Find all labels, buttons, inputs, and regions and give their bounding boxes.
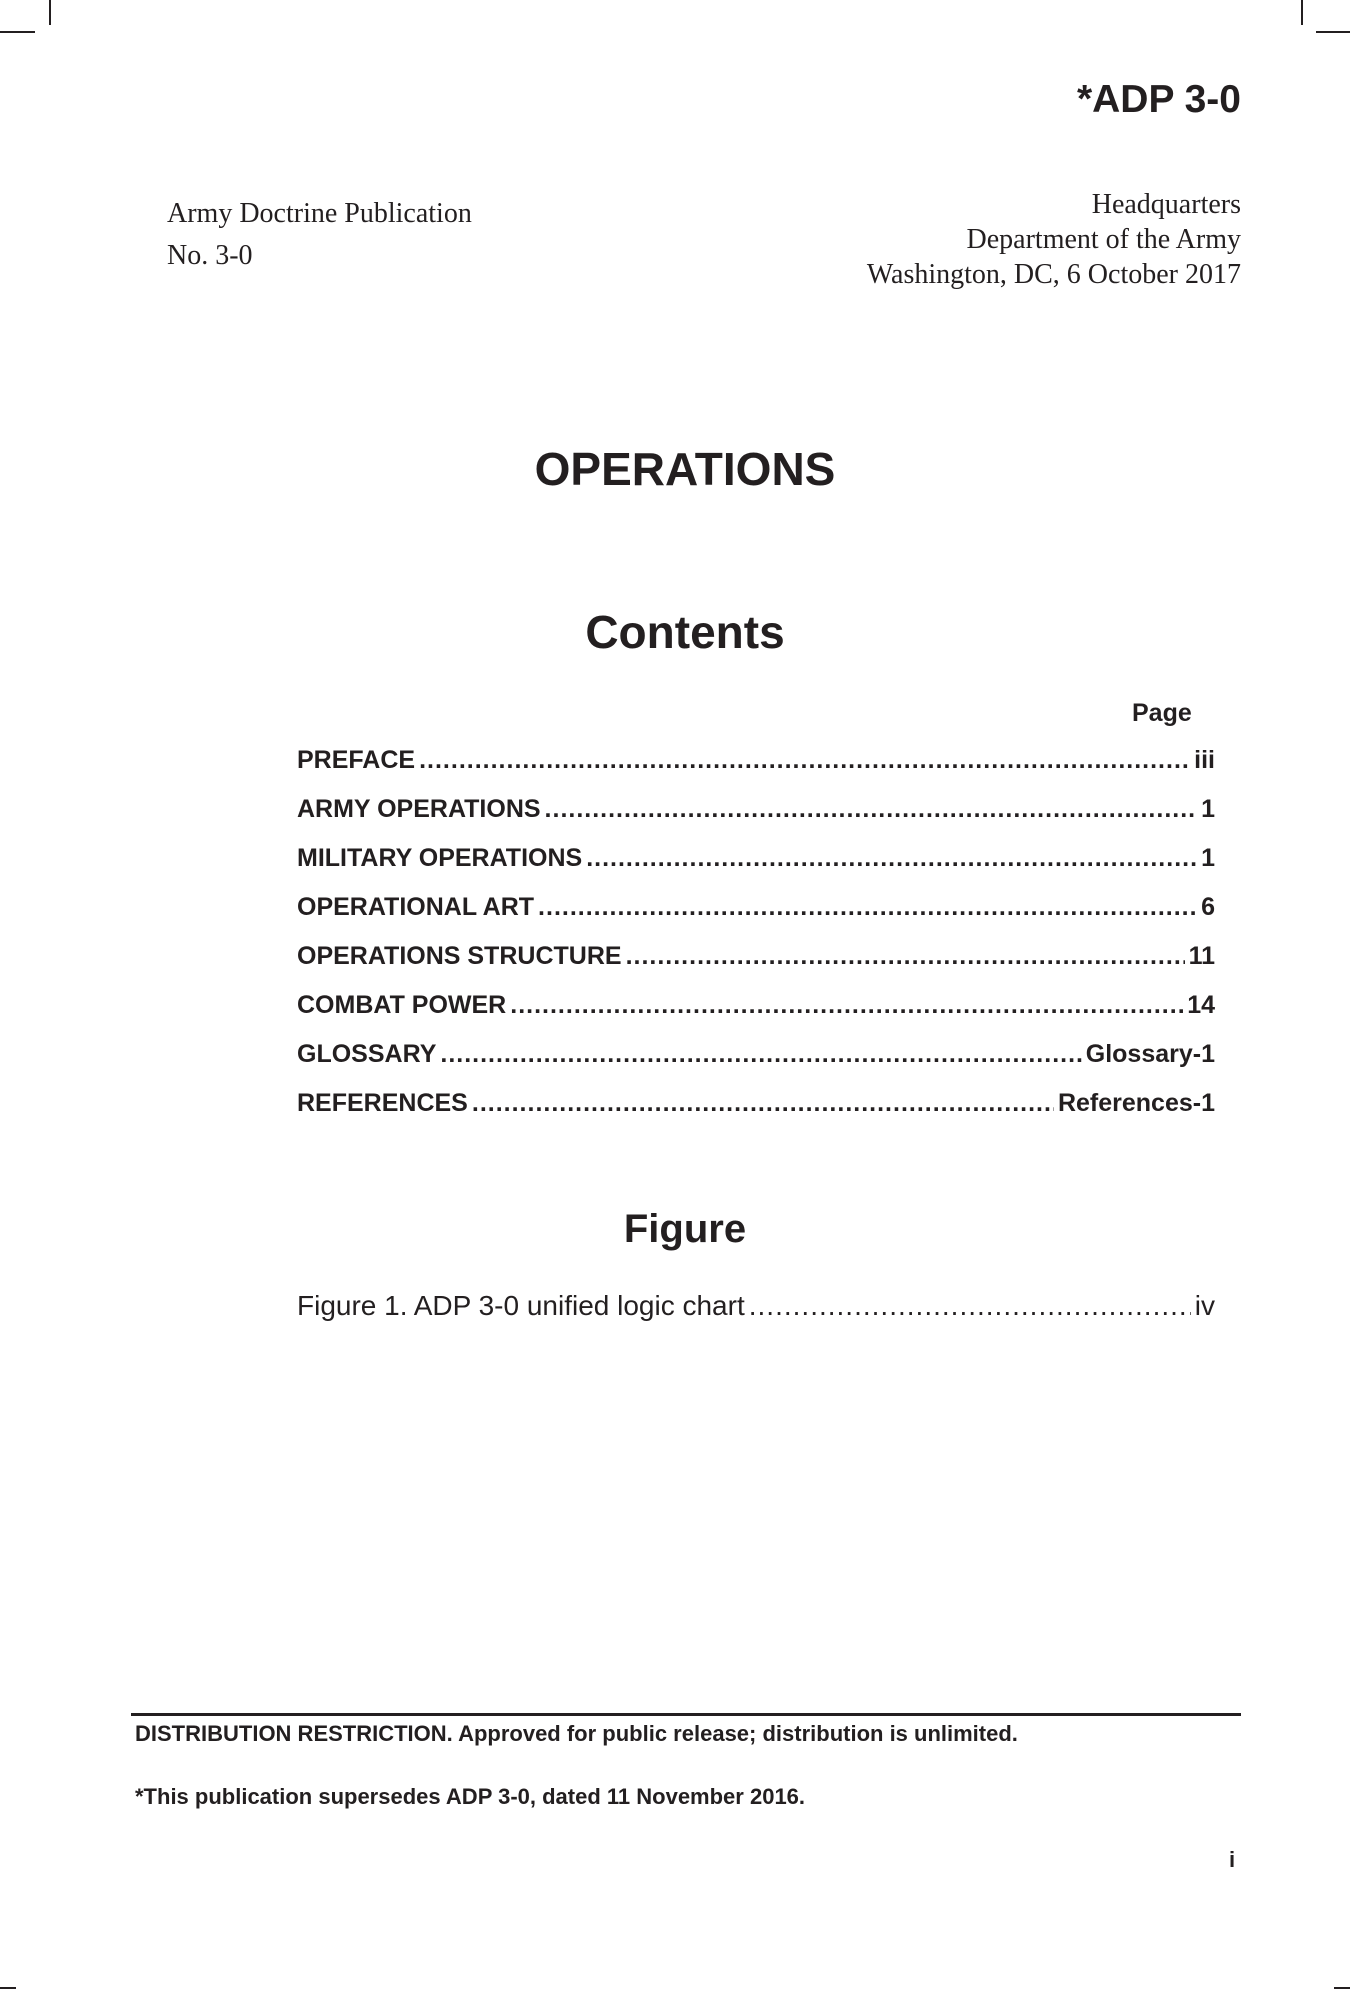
toc-entry-label: REFERENCES: [297, 1089, 468, 1117]
toc-entry-page: 1: [1201, 844, 1215, 872]
document-id: *ADP 3-0: [1076, 78, 1241, 121]
page-number: i: [1229, 1847, 1236, 1872]
dot-leader: [586, 844, 1197, 873]
figure-entry-label: Figure 1. ADP 3-0 unified logic chart: [297, 1290, 745, 1321]
document-title: OPERATIONS: [534, 443, 836, 495]
crop-mark-bottom-right-h: [1334, 1987, 1350, 1989]
dot-leader: [472, 1089, 1054, 1118]
toc-entry-page: 14: [1187, 991, 1215, 1019]
toc-entry-page: 1: [1201, 795, 1215, 823]
publication-line-1: Army Doctrine Publication: [167, 198, 472, 229]
supersedes-note: *This publication supersedes ADP 3-0, dated 11 November 2016.: [135, 1784, 806, 1809]
crop-mark-top-right-v: [1301, 0, 1303, 25]
dot-leader: [419, 746, 1190, 775]
toc-entry-label: OPERATIONS STRUCTURE: [297, 942, 622, 970]
crop-mark-top-left-v: [49, 0, 51, 25]
crop-mark-top-right-h: [1316, 31, 1350, 33]
toc-entry-page: References-1: [1057, 1089, 1215, 1117]
headquarters-line-2: Department of the Army: [966, 224, 1241, 255]
toc-entry-army-operations[interactable]: [297, 795, 1215, 844]
page-column-label: Page: [1132, 699, 1192, 727]
footer-rule: [131, 1713, 1241, 1716]
publication-block: [167, 193, 472, 277]
headquarters-line-3: Washington, DC, 6 October 2017: [866, 259, 1241, 290]
dot-leader: [510, 991, 1183, 1020]
toc-entry-preface[interactable]: [297, 746, 1215, 795]
toc-entry-label: COMBAT POWER: [297, 991, 507, 1019]
toc-entry-glossary[interactable]: [297, 1040, 1215, 1089]
dot-leader: [538, 893, 1197, 922]
publication-line-2: No. 3-0: [167, 240, 253, 271]
toc-entry-page: iii: [1194, 746, 1215, 774]
toc-entry-label: MILITARY OPERATIONS: [297, 844, 583, 872]
toc-entry-page: 6: [1201, 893, 1215, 921]
figure-entry-page: iv: [1194, 1290, 1215, 1321]
dot-leader: [626, 942, 1185, 971]
toc-entry-page: 11: [1188, 942, 1215, 970]
dot-leader: [749, 1290, 1191, 1322]
headquarters-block: [867, 187, 1241, 292]
toc-entry-combat-power[interactable]: [297, 991, 1215, 1040]
figure-list: [297, 1290, 1215, 1322]
toc-entry-label: GLOSSARY: [297, 1040, 437, 1068]
toc-entry-label: PREFACE: [297, 746, 416, 774]
crop-mark-top-left-h: [0, 31, 35, 33]
distribution-restriction: DISTRIBUTION RESTRICTION. Approved for public release; distribution is unlimited.: [135, 1721, 1018, 1746]
figure-entry-1[interactable]: [297, 1290, 1215, 1322]
figure-heading: Figure: [623, 1207, 747, 1251]
toc-entry-page: Glossary-1: [1085, 1040, 1215, 1068]
crop-mark-bottom-left-h: [0, 1987, 16, 1989]
contents-heading: Contents: [585, 606, 785, 658]
dot-leader: [545, 795, 1198, 824]
toc-entry-operations-structure[interactable]: [297, 942, 1215, 991]
table-of-contents: [297, 746, 1215, 1138]
toc-entry-military-operations[interactable]: [297, 844, 1215, 893]
toc-entry-operational-art[interactable]: [297, 893, 1215, 942]
toc-entry-label: OPERATIONAL ART: [297, 893, 535, 921]
toc-entry-references[interactable]: [297, 1089, 1215, 1138]
dot-leader: [440, 1040, 1081, 1069]
headquarters-line-1: Headquarters: [1091, 189, 1241, 220]
toc-entry-label: ARMY OPERATIONS: [297, 795, 541, 823]
